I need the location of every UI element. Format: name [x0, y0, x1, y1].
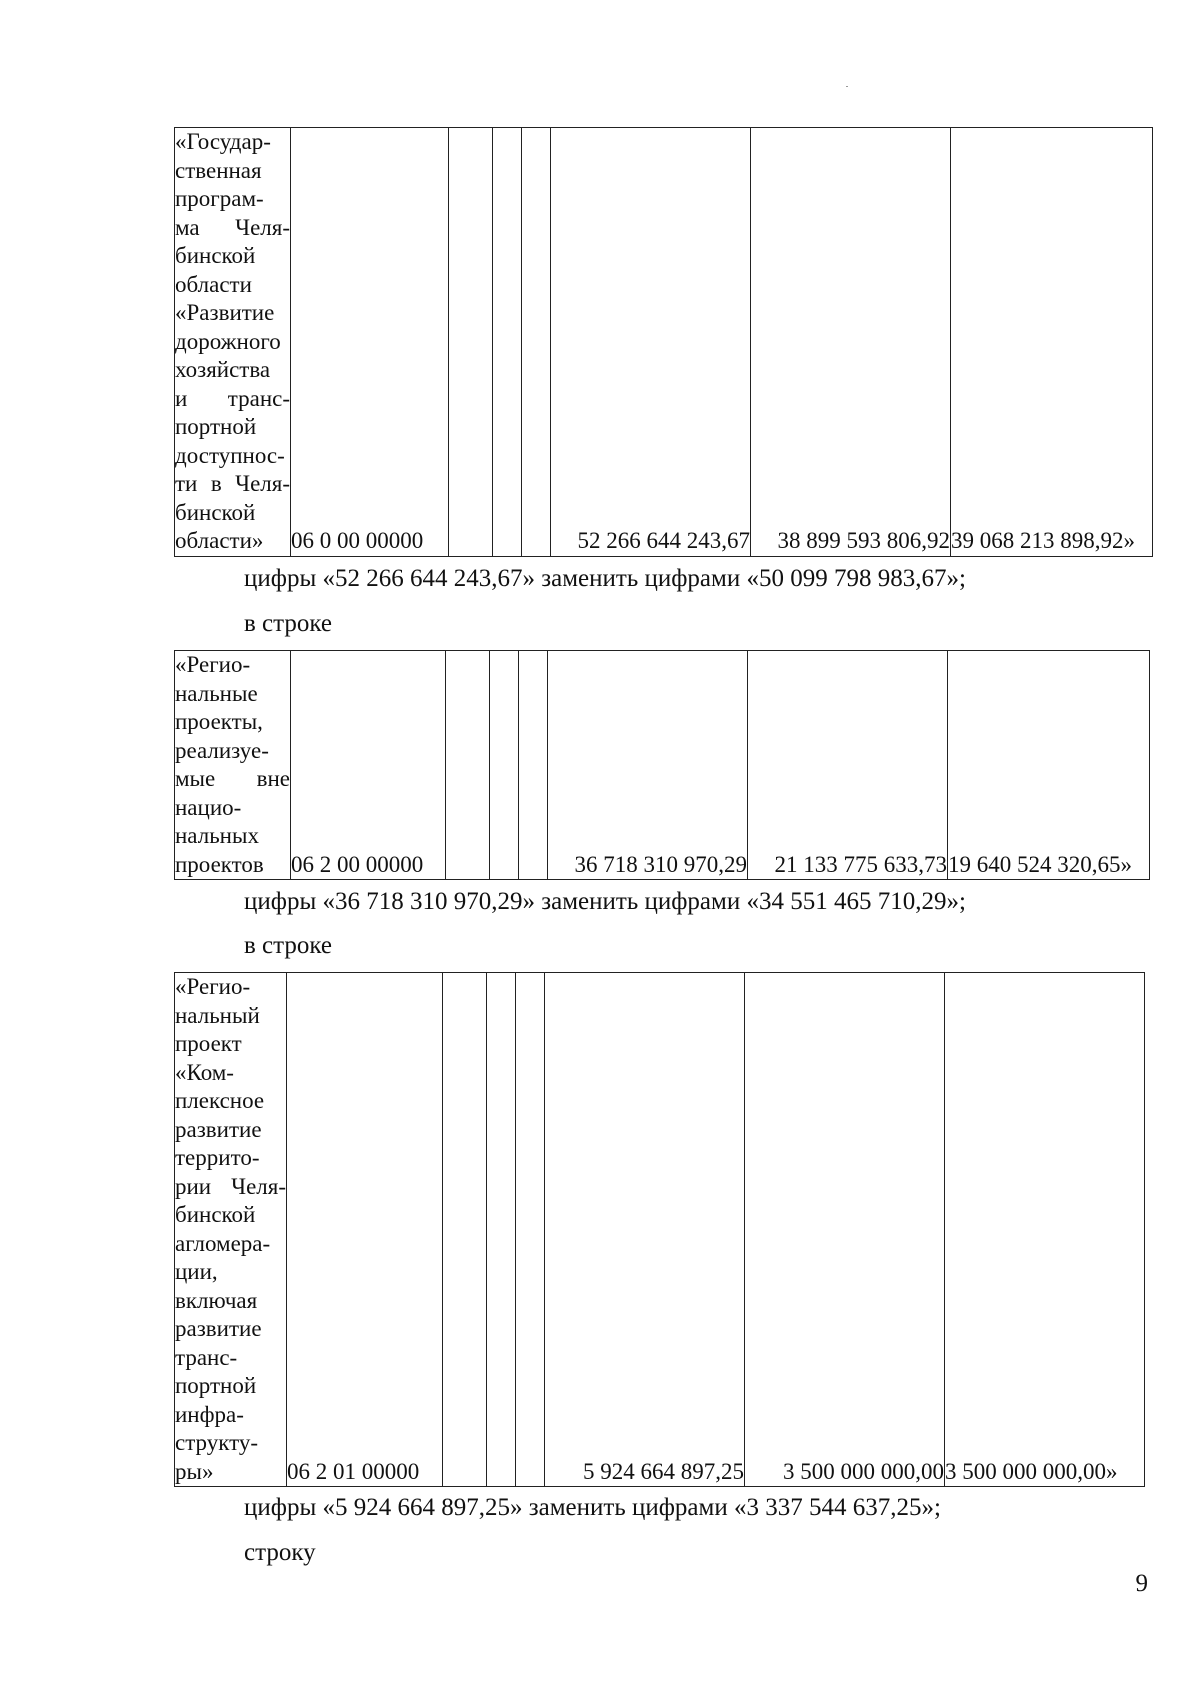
instruction-3: цифры «5 924 664 897,25» заменить цифрами «3 337 544 637,25»;	[244, 1494, 941, 1521]
empty-cell	[446, 651, 490, 880]
empty-cell	[516, 973, 545, 1487]
label-in-row-2: в строке	[244, 932, 333, 959]
row-name-cell: «Государ- ственная програм- ма Челя- бинской области «Развитие дорожного хозяйства и транс- портной доступнос- ти в Челя- бинской области»	[175, 128, 291, 557]
value-cell-2: 38 899 593 806,92	[751, 128, 951, 557]
row-name-cell: «Регио- нальный проект «Ком- плексное развитие террито- рии Челя- бинской агломера- ции, включая развитие транс- портной инфра- структу- ры»	[175, 973, 287, 1487]
value-cell-1: 5 924 664 897,25	[545, 973, 745, 1487]
table-row	[175, 128, 1153, 557]
table-row	[175, 973, 1145, 1487]
scan-speck	[846, 86, 848, 87]
value-cell-3: 19 640 524 320,65»	[948, 651, 1150, 880]
budget-table-3	[174, 972, 1145, 1487]
value-cell-3: 3 500 000 000,00»	[945, 973, 1145, 1487]
label-row: строку	[244, 1539, 316, 1566]
empty-cell	[449, 128, 493, 557]
value-cell-2: 3 500 000 000,00	[745, 973, 945, 1487]
label-in-row-1: в строке	[244, 610, 333, 637]
empty-cell	[490, 651, 519, 880]
code-cell: 06 0 00 00000	[291, 128, 449, 557]
table-row	[175, 651, 1150, 880]
empty-cell	[487, 973, 516, 1487]
empty-cell	[522, 128, 551, 557]
budget-table-2	[174, 650, 1150, 880]
code-cell: 06 2 01 00000	[287, 973, 443, 1487]
value-cell-3: 39 068 213 898,92»	[951, 128, 1153, 557]
value-cell-1: 36 718 310 970,29	[548, 651, 748, 880]
page-number: 9	[1135, 1570, 1148, 1597]
empty-cell	[493, 128, 522, 557]
empty-cell	[519, 651, 548, 880]
code-cell: 06 2 00 00000	[291, 651, 446, 880]
empty-cell	[443, 973, 487, 1487]
value-cell-1: 52 266 644 243,67	[551, 128, 751, 557]
budget-table-1	[174, 127, 1153, 557]
instruction-2: цифры «36 718 310 970,29» заменить цифрами «34 551 465 710,29»;	[244, 888, 966, 915]
instruction-1: цифры «52 266 644 243,67» заменить цифрами «50 099 798 983,67»;	[244, 565, 966, 592]
row-name-cell: «Регио- нальные проекты, реализуе- мые вне нацио- нальных проектов	[175, 651, 291, 880]
value-cell-2: 21 133 775 633,73	[748, 651, 948, 880]
